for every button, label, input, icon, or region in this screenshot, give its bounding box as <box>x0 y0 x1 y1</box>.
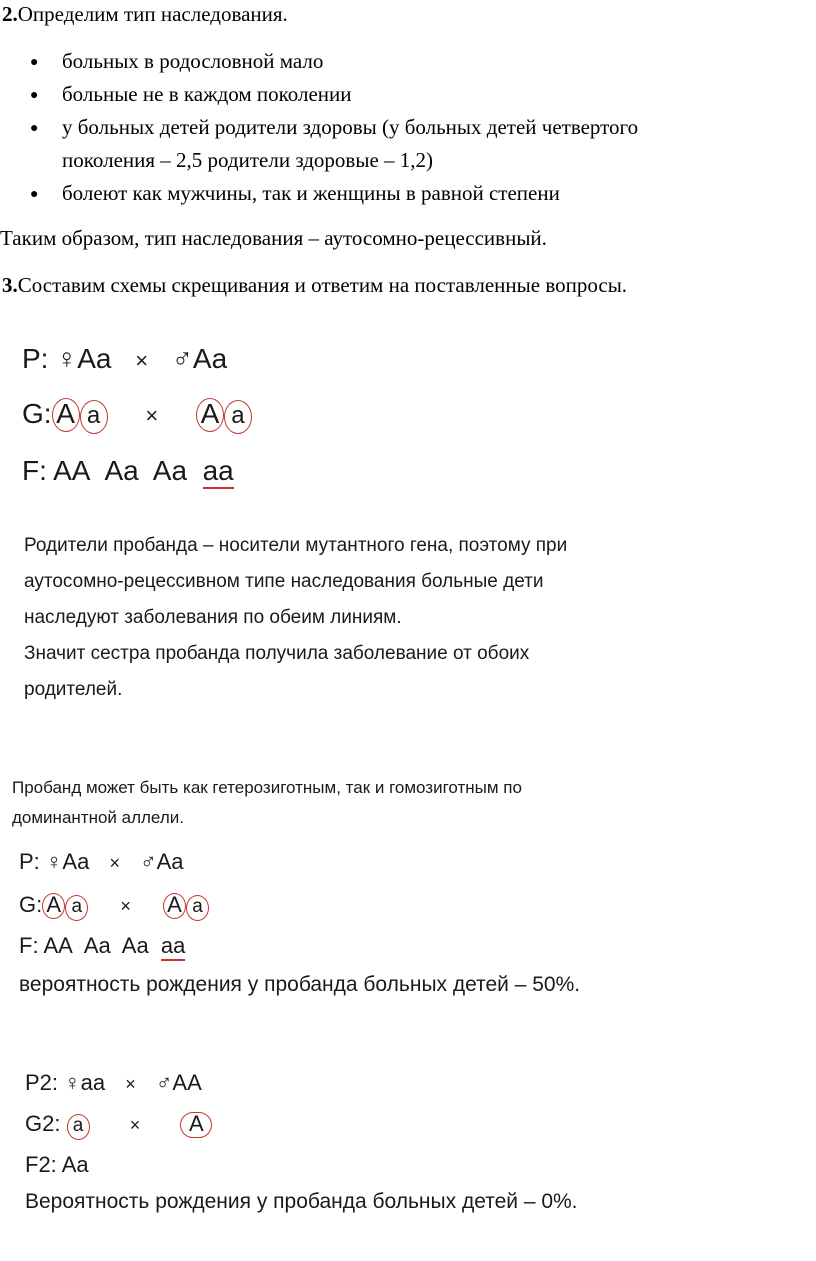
scheme2-gametes-row: G: A a × A a <box>19 892 209 921</box>
scheme3-parents-row: P2: ♀aa × ♂AA <box>25 1070 202 1095</box>
gamete-circle: a <box>186 895 209 921</box>
gamete-circle: A <box>196 398 224 432</box>
scheme3-offspring-row: F2: Aa <box>25 1152 89 1177</box>
affected-genotype: aa <box>161 933 185 961</box>
bullet-item-3: у больных детей родители здоровы (у больных детей четвертого <box>62 115 639 139</box>
section-2-heading: 2.Определим тип наследования. <box>2 2 288 26</box>
scheme3-gametes-row: G2: a × A <box>25 1111 212 1140</box>
scheme3-probability: Вероятность рождения у пробанда больных детей – 0%. <box>25 1190 578 1213</box>
scheme1-offspring-row: F: AA Aa Aa aa <box>22 455 234 487</box>
gamete-circle: A <box>52 398 80 432</box>
explanation-paragraph: Родители пробанда – носители мутантного гена, поэтому при аутосомно-рецессивном типе наследования больные дети наследуют заболевания по обеим линиям. Значит сестра пробанда получила заболевание от обоих родителей. <box>24 535 568 700</box>
gamete-circle: A <box>163 893 186 919</box>
scheme2-offspring-row: F: AA Aa Aa aa <box>19 933 185 959</box>
gamete-circle: A <box>180 1112 212 1138</box>
bullet-marker: ● <box>30 55 39 70</box>
gamete-circle: a <box>80 400 108 434</box>
bullet-marker: ● <box>30 187 39 202</box>
section-3-heading: 3.Составим схемы скрещивания и ответим на поставленные вопросы. <box>2 273 628 297</box>
affected-genotype: aa <box>203 455 234 489</box>
bullet-item-4: болеют как мужчины, так и женщины в равной степени <box>62 181 560 205</box>
scheme2-probability: вероятность рождения у пробанда больных детей – 50%. <box>19 973 581 996</box>
bullet-item-1: больных в родословной мало <box>62 49 324 73</box>
proband-note: Пробанд может быть как гетерозиготным, так и гомозиготным по доминантной аллели. <box>12 778 522 827</box>
bullet-marker: ● <box>30 88 39 103</box>
bullet-item-2: больные не в каждом поколении <box>62 82 352 106</box>
bullet-item-3-continuation: поколения – 2,5 родители здоровые – 1,2) <box>62 148 434 172</box>
gamete-circle: A <box>42 893 65 919</box>
gamete-circle: a <box>67 1114 90 1140</box>
scheme1-parents-row: P: ♀Aa × ♂Aa <box>22 343 228 374</box>
gamete-circle: a <box>65 895 88 921</box>
scheme1-gametes-row: G: A a × A a <box>22 398 252 434</box>
scheme2-parents-row: P: ♀Aa × ♂Aa <box>19 849 184 874</box>
conclusion-text: Таким образом, тип наследования – аутосомно-рецессивный. <box>0 226 547 250</box>
gamete-circle: a <box>224 400 252 434</box>
bullet-marker: ● <box>30 121 39 136</box>
